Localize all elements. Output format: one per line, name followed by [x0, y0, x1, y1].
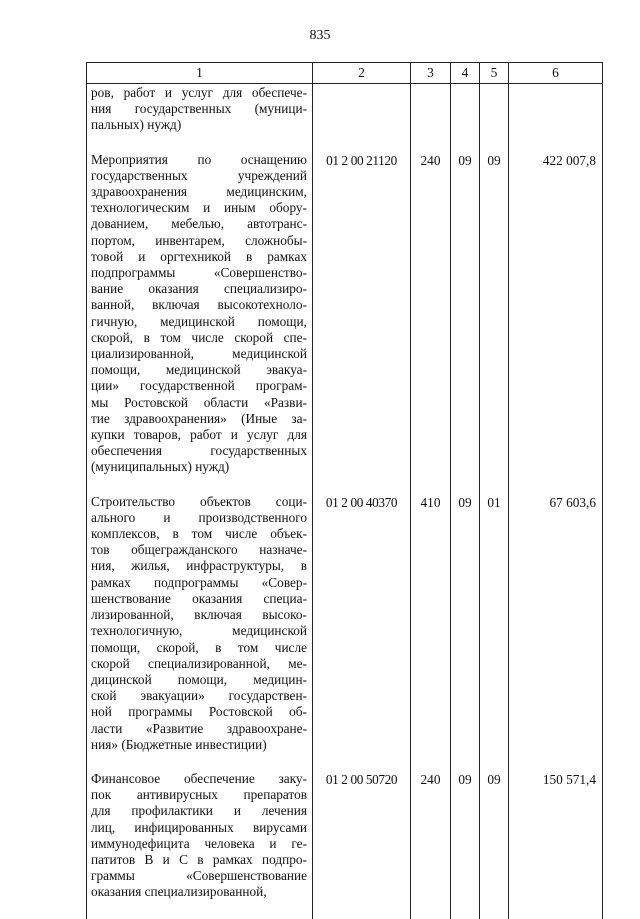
- header-col-4: 4: [451, 63, 480, 84]
- description-line: скорой, в том числе скорой спе-: [91, 329, 307, 345]
- description-line: рамках подпрограммы «Совер-: [91, 574, 307, 590]
- row-code: 01 2 00 50720: [313, 771, 411, 919]
- description-line: помощи, скорой, в том числе: [91, 639, 307, 655]
- row-expense-type: 410: [411, 494, 451, 771]
- description-line: ния, жилья, инфраструктуры, в: [91, 558, 307, 574]
- row-subsection: 01: [480, 494, 509, 771]
- row-amount: [509, 84, 603, 152]
- description-line: здравоохранения медицинским,: [91, 184, 307, 200]
- row-description: [87, 84, 313, 152]
- description-line: ванной, включая высокотехноло-: [91, 297, 307, 313]
- description-line: технологичную, медицинской: [91, 623, 307, 639]
- description-line: ров, работ и услуг для обеспече-: [91, 85, 307, 100]
- description-line: Строительство объектов соци-: [91, 493, 307, 509]
- description-line: вание оказания специализиро-: [91, 281, 307, 297]
- row-section: 09: [451, 152, 480, 494]
- row-expense-type: [411, 84, 451, 152]
- description-line: ной программы Ростовской об-: [91, 704, 307, 720]
- row-code: 01 2 00 21120: [313, 152, 411, 494]
- row-subsection: 09: [480, 152, 509, 494]
- description-line: дованием, мебелью, автотранс-: [91, 216, 307, 232]
- table-row: [87, 771, 603, 919]
- description-line: Финансовое обеспечение заку-: [91, 770, 307, 786]
- row-code: [313, 84, 411, 152]
- description-line: патитов B и C в рамках подпро-: [91, 851, 307, 867]
- description-line: для профилактики и лечения: [91, 803, 307, 819]
- description-line: ния» (Бюджетные инвестиции): [91, 736, 267, 752]
- description-line: обеспечения государственных: [91, 443, 307, 459]
- row-section: 09: [451, 494, 480, 771]
- description-line: гичную, медицинской помощи,: [91, 313, 307, 329]
- description-line: ции» государственной програм-: [91, 378, 307, 394]
- table-row: [87, 84, 603, 152]
- description-line: ального и производственного: [91, 509, 307, 525]
- header-col-5: 5: [480, 63, 509, 84]
- description-line: портом, инвентарем, сложнобы-: [91, 232, 307, 248]
- description-line: тие здравоохранения» (Иные за-: [91, 410, 307, 426]
- description-line: технологическим и иным обору-: [91, 200, 307, 216]
- header-row: [87, 63, 603, 84]
- description-line: Мероприятия по оснащению: [91, 151, 307, 167]
- description-line: комплексов, в том числе объек-: [91, 526, 307, 542]
- row-subsection: 09: [480, 771, 509, 919]
- row-expense-type: 240: [411, 771, 451, 919]
- description-line: ласти «Развитие здравоохране-: [91, 720, 307, 736]
- description-line: иммунодефицита человека и ге-: [91, 835, 307, 851]
- description-line: ния государственных (муници-: [91, 101, 307, 117]
- header-col-2: 2: [313, 63, 411, 84]
- description-line: дицинской помощи, медицин-: [91, 671, 307, 687]
- row-description: [87, 494, 313, 771]
- header-col-3: 3: [411, 63, 451, 84]
- table-row: [87, 152, 603, 494]
- description-line: купки товаров, работ и услуг для: [91, 427, 307, 443]
- description-line: лиц, инфицированных вирусами: [91, 819, 307, 835]
- description-line: помощи, медицинской эвакуа-: [91, 362, 307, 378]
- row-amount: 67 603,6: [509, 494, 603, 771]
- page-number: 835: [309, 28, 331, 43]
- description-line: пок антивирусных препаратов: [91, 787, 307, 803]
- header-col-1: 1: [87, 63, 313, 84]
- description-line: граммы «Совершенствование: [91, 868, 307, 884]
- row-section: 09: [451, 771, 480, 919]
- table-row: [87, 494, 603, 771]
- description-line: мы Ростовской области «Разви-: [91, 394, 307, 410]
- row-description: [87, 152, 313, 494]
- row-section: [451, 84, 480, 152]
- description-line: пальных) нужд): [91, 117, 182, 133]
- description-line: товой и оргтехникой в рамках: [91, 248, 307, 264]
- description-line: государственных учреждений: [91, 167, 307, 183]
- row-expense-type: 240: [411, 152, 451, 494]
- budget-table: [86, 62, 603, 919]
- description-line: скорой специализированной, ме-: [91, 655, 307, 671]
- description-line: подпрограммы «Совершенство-: [91, 265, 307, 281]
- description-line: шенствование оказания специа-: [91, 590, 307, 606]
- description-line: циализированной, медицинской: [91, 346, 307, 362]
- description-line: ской эвакуации» государствен-: [91, 688, 307, 704]
- description-line: оказания специализированной,: [91, 884, 267, 900]
- row-amount: 422 007,8: [509, 152, 603, 494]
- row-subsection: [480, 84, 509, 152]
- header-col-6: 6: [509, 63, 603, 84]
- row-description: [87, 771, 313, 919]
- description-line: лизированной, включая высоко-: [91, 607, 307, 623]
- row-amount: 150 571,4: [509, 771, 603, 919]
- description-line: тов общегражданского назначе-: [91, 542, 307, 558]
- row-code: 01 2 00 40370: [313, 494, 411, 771]
- description-line: (муниципальных) нужд): [91, 459, 230, 475]
